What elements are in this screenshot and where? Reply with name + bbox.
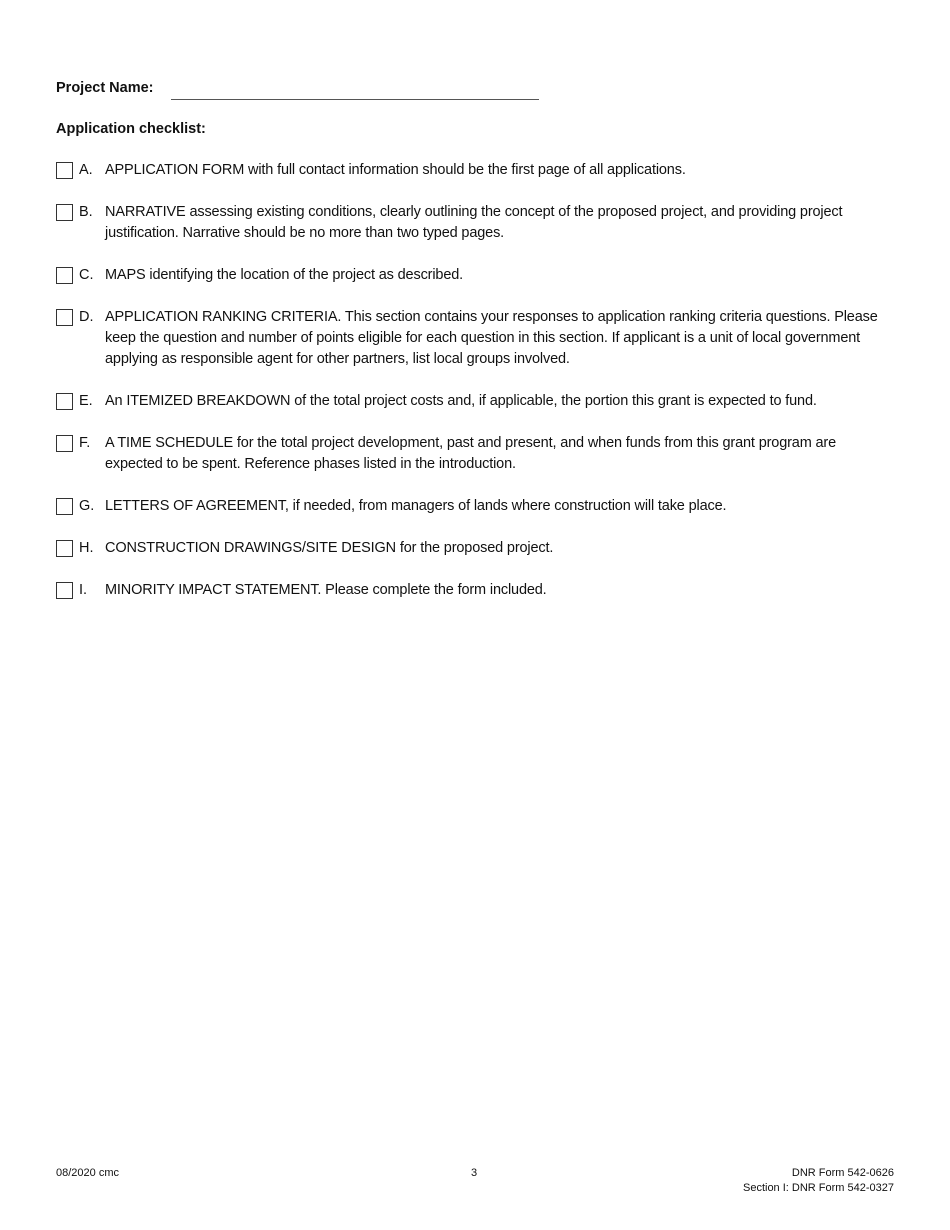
footer-section-form-number: Section I: DNR Form 542-0327 bbox=[742, 1182, 894, 1194]
footer-page-number: 3 bbox=[471, 1167, 478, 1179]
checklist-item-f bbox=[56, 433, 896, 475]
item-letter: H. bbox=[79, 540, 94, 556]
checklist-item-b bbox=[56, 202, 896, 244]
checkbox-e[interactable] bbox=[56, 393, 73, 410]
checkbox-f[interactable] bbox=[56, 435, 73, 452]
checklist-item-c bbox=[56, 265, 896, 286]
item-text: An ITEMIZED BREAKDOWN of the total project costs and, if applicable, the portion this grant is expected to fund. bbox=[105, 393, 817, 409]
item-text: LETTERS OF AGREEMENT, if needed, from managers of lands where construction will take place. bbox=[105, 498, 727, 514]
item-letter: A. bbox=[79, 162, 93, 178]
checkbox-b[interactable] bbox=[56, 204, 73, 221]
footer-form-number: DNR Form 542-0626 bbox=[791, 1167, 894, 1179]
item-letter: B. bbox=[79, 204, 93, 220]
item-letter: I. bbox=[79, 582, 88, 598]
project-name-row bbox=[56, 77, 539, 98]
checkbox-h[interactable] bbox=[56, 540, 73, 557]
item-text: MAPS identifying the location of the project as described. bbox=[105, 267, 464, 283]
checkbox-d[interactable] bbox=[56, 309, 73, 326]
checkbox-a[interactable] bbox=[56, 162, 73, 179]
checklist-item-h bbox=[56, 538, 896, 559]
item-text: APPLICATION RANKING CRITERIA. This section contains your responses to application ranking criteria questions. Please keep the question and number of points eligible for each question in this section. If applicant is a unit of local government applying as responsible agent for other partners, list local groups involved. bbox=[105, 309, 878, 367]
footer-revision-date: 08/2020 cmc bbox=[56, 1167, 119, 1179]
item-letter: C. bbox=[79, 267, 94, 283]
checklist-item-d bbox=[56, 307, 896, 370]
project-name-input[interactable] bbox=[171, 79, 539, 100]
item-text: A TIME SCHEDULE for the total project development, past and present, and when funds from this grant program are expected to be spent. Reference phases listed in the introduction. bbox=[105, 435, 837, 472]
item-letter: D. bbox=[79, 309, 94, 325]
item-text: APPLICATION FORM with full contact information should be the first page of all applications. bbox=[105, 162, 686, 178]
project-name-label: Project Name: bbox=[56, 80, 154, 96]
checklist-item-i bbox=[56, 580, 896, 601]
footer-form-numbers bbox=[743, 1166, 894, 1196]
item-text: CONSTRUCTION DRAWINGS/SITE DESIGN for the proposed project. bbox=[105, 540, 554, 556]
checklist-item-a bbox=[56, 160, 896, 181]
application-checklist bbox=[56, 160, 896, 622]
checkbox-i[interactable] bbox=[56, 582, 73, 599]
item-text: MINORITY IMPACT STATEMENT. Please complete the form included. bbox=[105, 582, 547, 598]
item-letter: F. bbox=[79, 435, 91, 451]
item-letter: G. bbox=[79, 498, 95, 514]
checklist-item-e bbox=[56, 391, 896, 412]
item-text: NARRATIVE assessing existing conditions, clearly outlining the concept of the proposed project, and providing project justification. Narrative should be no more than two typed pages. bbox=[105, 204, 843, 241]
checkbox-g[interactable] bbox=[56, 498, 73, 515]
checklist-item-g bbox=[56, 496, 896, 517]
item-letter: E. bbox=[79, 393, 93, 409]
checkbox-c[interactable] bbox=[56, 267, 73, 284]
checklist-title: Application checklist: bbox=[56, 121, 206, 137]
